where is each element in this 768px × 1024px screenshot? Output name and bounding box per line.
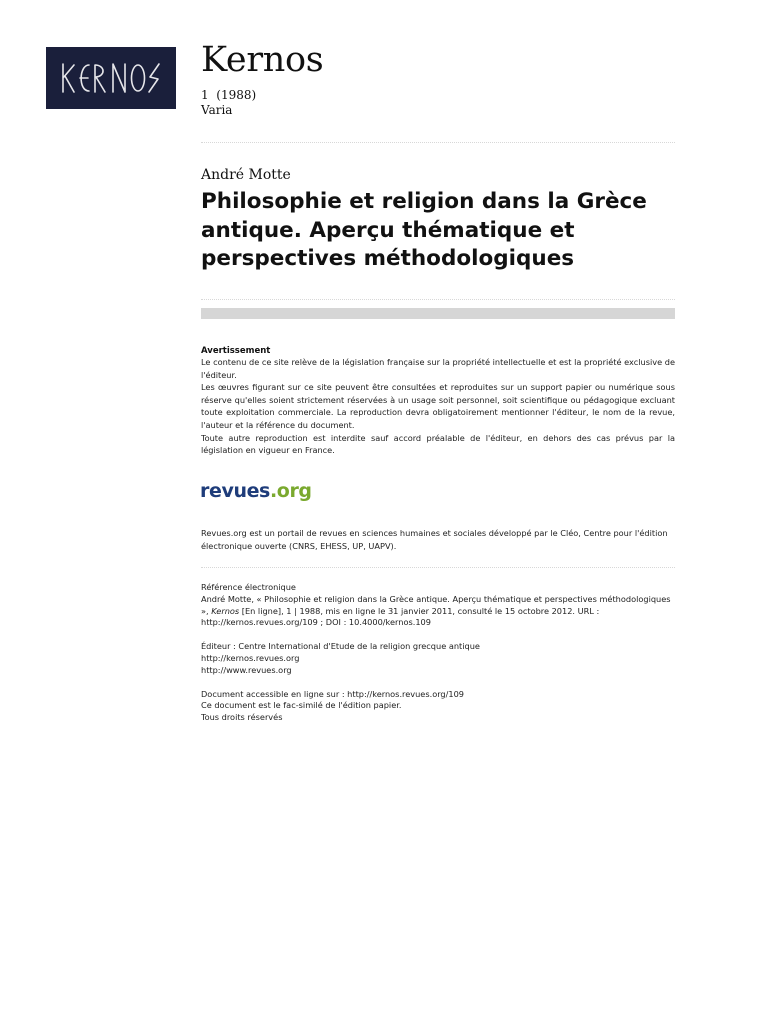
article-title: Philosophie et religion dans la Grèce antique. Aperçu thématique et perspectives méthodologiques [201,189,647,271]
access-info: Document accessible en ligne sur : http://kernos.revues.org/109 [201,688,465,699]
citation [201,594,675,629]
publisher-link[interactable]: http://www.revues.org [201,664,292,675]
warning-paragraph: Le contenu de ce site relève de la législation française sur la propriété intellectuelle et est la propriété exclusive de l'éditeur. [201,357,675,380]
revues-logo-part2: .org [269,480,312,502]
warning-paragraph: Les œuvres figurant sur ce site peuvent être consultées et reproduites sur un support papier ou numérique sous réserve qu'elles soient strictement réservées à un usage soit personnel, soit scientifique ou pédagogique excluant toute exploitation commerciale. La reproduction devra obligatoirement mentionner l'éditeur, le nom de la revue, l'auteur et la référence du document. [201,382,675,430]
divider [201,567,675,568]
issue-section: Varia [201,103,233,117]
divider [201,142,675,143]
revues-logo-part1: revues [200,480,270,502]
warning-body [201,356,675,457]
divider [201,299,675,300]
warning-heading: Avertissement [201,346,271,356]
revues-org-logo[interactable] [200,478,312,504]
issue-info [201,88,256,118]
publisher: Éditeur : Centre International d'Etude de la religion grecque antique [201,641,480,652]
publisher-link[interactable]: http://kernos.revues.org [201,652,300,663]
citation-details: [En ligne], 1 | 1988, mis en ligne le 31 janvier 2011, consulté le 15 octobre 2012. URL : http://kernos.revues.org/109 ; DOI : 10.4000/kernos.109 [201,605,600,628]
warning-paragraph: Toute autre reproduction est interdite sauf accord préalable de l'éditeur, en dehors des cas prévus par la législation en vigueur en France. [201,432,675,456]
article-author: André Motte [201,167,291,183]
kernos-logo-glyphs [59,60,163,96]
citation-text: André Motte, « Philosophie et religion dans la Grèce antique. Aperçu thématique et perspectives méthodologiques », [201,593,671,616]
grey-band [201,308,675,319]
facsimile-note: Ce document est le fac-similé de l'édition papier. [201,700,402,711]
rights-note: Tous droits réservés [201,712,283,723]
citation-journal: Kernos [211,605,240,616]
journal-title: Kernos [201,40,324,80]
kernos-logo [46,47,176,109]
reference-label: Référence électronique [201,582,296,592]
reference-block [201,582,675,724]
issue-number: 1 (1988) [201,88,257,102]
portal-description: Revues.org est un portail de revues en sciences humaines et sociales développé par le Cléo, Centre pour l'édition électronique ouverte (CNRS, EHESS, UP, UAPV). [201,528,668,551]
